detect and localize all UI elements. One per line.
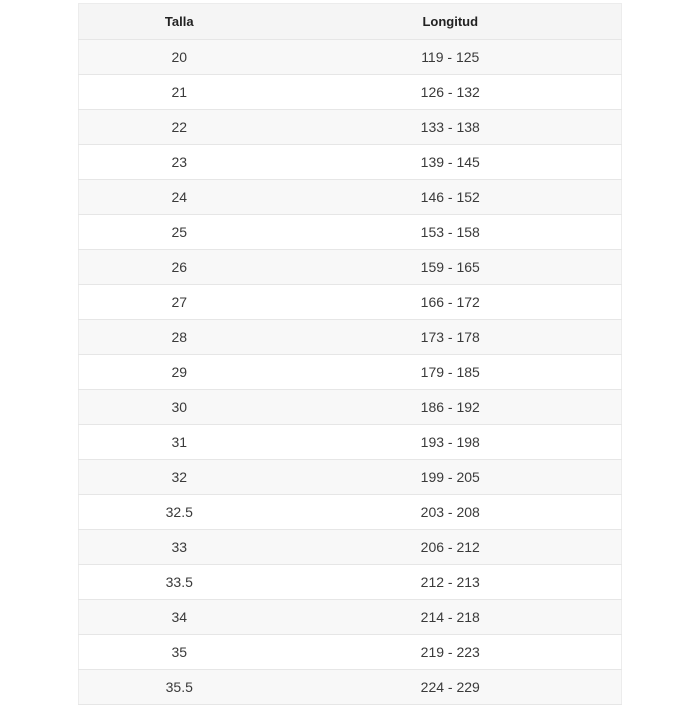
size-cell: 31 xyxy=(79,425,280,460)
table-row xyxy=(79,600,622,635)
length-cell: 159 - 165 xyxy=(280,250,622,285)
length-cell: 166 - 172 xyxy=(280,285,622,320)
table-row xyxy=(79,635,622,670)
size-cell: 24 xyxy=(79,180,280,215)
size-cell: 33 xyxy=(79,530,280,565)
size-cell: 29 xyxy=(79,355,280,390)
size-cell: 25 xyxy=(79,215,280,250)
length-cell: 126 - 132 xyxy=(280,75,622,110)
length-cell: 199 - 205 xyxy=(280,460,622,495)
length-cell: 206 - 212 xyxy=(280,530,622,565)
header-length: Longitud xyxy=(280,4,622,40)
table-row xyxy=(79,285,622,320)
header-size: Talla xyxy=(79,4,280,40)
length-cell: 203 - 208 xyxy=(280,495,622,530)
table-row xyxy=(79,390,622,425)
size-cell: 35.5 xyxy=(79,670,280,705)
size-cell: 21 xyxy=(79,75,280,110)
size-cell: 23 xyxy=(79,145,280,180)
size-cell: 27 xyxy=(79,285,280,320)
length-cell: 212 - 213 xyxy=(280,565,622,600)
length-cell: 193 - 198 xyxy=(280,425,622,460)
table-row xyxy=(79,250,622,285)
table-row xyxy=(79,565,622,600)
length-cell: 214 - 218 xyxy=(280,600,622,635)
size-cell: 33.5 xyxy=(79,565,280,600)
table-row xyxy=(79,495,622,530)
table-row xyxy=(79,460,622,495)
length-cell: 139 - 145 xyxy=(280,145,622,180)
length-cell: 219 - 223 xyxy=(280,635,622,670)
length-cell: 173 - 178 xyxy=(280,320,622,355)
table-row xyxy=(79,670,622,705)
size-cell: 30 xyxy=(79,390,280,425)
length-cell: 133 - 138 xyxy=(280,110,622,145)
size-cell: 32.5 xyxy=(79,495,280,530)
size-cell: 34 xyxy=(79,600,280,635)
length-cell: 224 - 229 xyxy=(280,670,622,705)
table-row xyxy=(79,530,622,565)
size-cell: 32 xyxy=(79,460,280,495)
table-row xyxy=(79,425,622,460)
table-row xyxy=(79,75,622,110)
table-row xyxy=(79,40,622,75)
table-row xyxy=(79,355,622,390)
table-row xyxy=(79,180,622,215)
length-cell: 186 - 192 xyxy=(280,390,622,425)
table-row xyxy=(79,110,622,145)
size-cell: 22 xyxy=(79,110,280,145)
size-cell: 26 xyxy=(79,250,280,285)
table-row xyxy=(79,145,622,180)
size-cell: 28 xyxy=(79,320,280,355)
size-chart-table xyxy=(78,3,622,705)
length-cell: 179 - 185 xyxy=(280,355,622,390)
table-row xyxy=(79,320,622,355)
size-cell: 20 xyxy=(79,40,280,75)
length-cell: 153 - 158 xyxy=(280,215,622,250)
table-row xyxy=(79,215,622,250)
length-cell: 146 - 152 xyxy=(280,180,622,215)
table-body xyxy=(79,40,622,705)
length-cell: 119 - 125 xyxy=(280,40,622,75)
table-header-row xyxy=(79,4,622,40)
size-cell: 35 xyxy=(79,635,280,670)
